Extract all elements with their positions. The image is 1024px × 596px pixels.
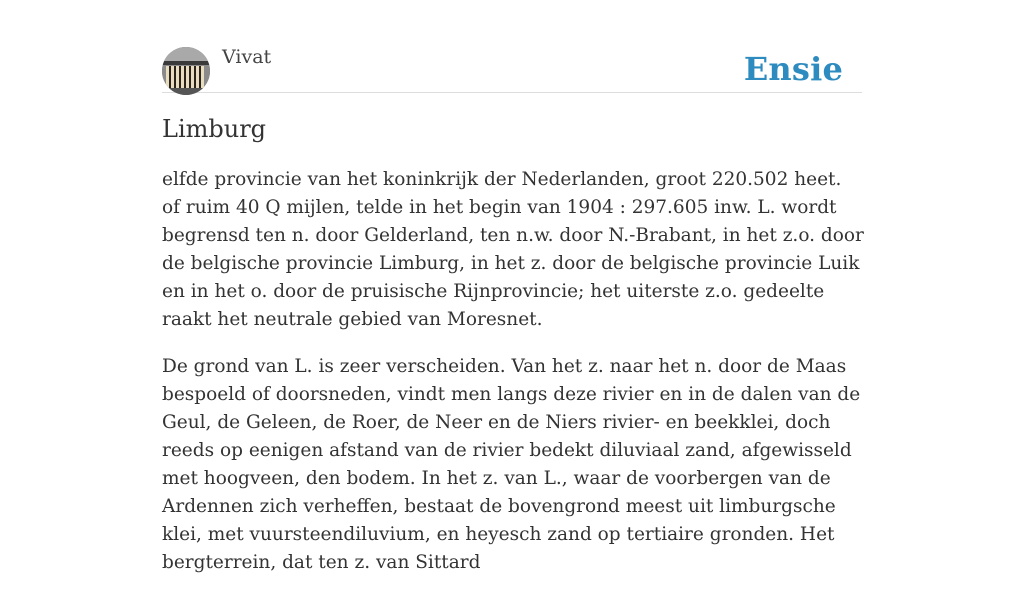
source-name[interactable]: Vivat — [222, 46, 272, 68]
source-avatar[interactable] — [162, 47, 210, 95]
article-body — [162, 166, 864, 596]
article-paragraph: elfde provincie van het koninkrijk der Nederlanden, groot 220.502 heet. of ruim 40 Q mijlen, telde in het begin van 1904 : 297.605 inw. L. wordt begrensd ten n. door Gelderland, ten n.w. door N.-Brabant, in het z.o. door de belgische provincie Limburg, in het z. door de belgische provincie Luik en in het o. door de pruisische Rijnprovincie; het uiterste z.o. gedeelte raakt het neutrale gebied van Moresnet. — [162, 169, 864, 330]
ensie-logo[interactable]: Ensie — [743, 50, 843, 88]
article-paragraph: De grond van L. is zeer verscheiden. Van het z. naar het n. door de Maas bespoeld of doorsneden, vindt men langs deze rivier en in de dalen van de Geul, de Geleen, de Roer, de Neer en de Niers rivier- en beekklei, doch reeds op eenigen afstand van de rivier bedekt diluviaal zand, afgewisseld met hoogveen, den bodem. In het z. van L., waar de voorbergen van de Ardennen zich verheffen, bestaat de bovengrond meest uit limburgsche klei, met vuursteendiluvium, en heyesch zand op tertiaire gronden. Het bergterrein, dat ten z. van Sittard — [162, 356, 861, 573]
books-icon — [162, 47, 210, 95]
article-title: Limburg — [162, 115, 267, 143]
header — [162, 44, 862, 93]
